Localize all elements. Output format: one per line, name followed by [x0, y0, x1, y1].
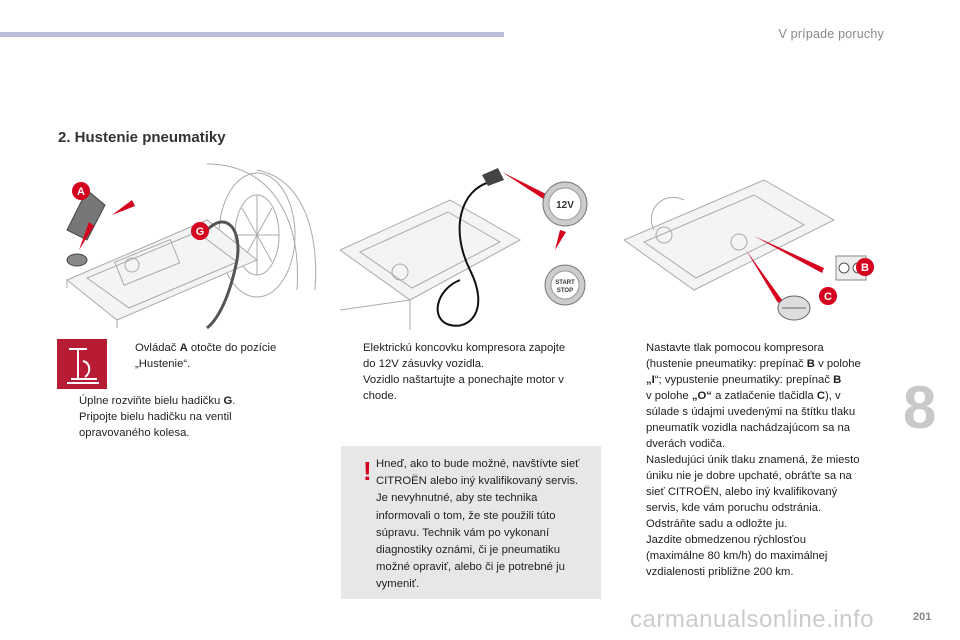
- top-bar: [0, 32, 504, 37]
- socket-label: 12V: [556, 200, 574, 211]
- label-a: A: [77, 186, 85, 198]
- section-title: V prípade poruchy: [778, 27, 884, 41]
- list-item: Vozidlo naštartujte a ponechajte motor v chode.: [363, 374, 564, 402]
- list-item: Elektrickú koncovku kompresora zapojte do 12V zásuvky vozidla.: [363, 342, 566, 370]
- label-c: C: [824, 291, 832, 303]
- col3: [624, 340, 894, 580]
- list-item: Nastavte tlak pomocou kompresora (hustenie pneumatiky: prepínač B v polohe „I“; vypustenie pneumatiky: prepínač B v polohe „O“ a zatlačenie tlačidla C), v súlade s údajmi uvedenými na štítku tlaku pneumatík vozidla nachádzajúcom sa na dverách vodiča. Nasledujúci únik tlaku znamená, že miesto úniku nie je dobre upchaté, obráťte sa na sieť CITROËN, alebo iný kvalifikovaný servis, kde vám poruchu odstránia.: [646, 342, 861, 514]
- list-item: Ovládač A otočte do pozície „Hustenie“.: [135, 342, 277, 370]
- col2: [341, 340, 606, 404]
- arrow-icon: [112, 200, 135, 215]
- list-item: Pripojte bielu hadičku na ventil opravovaného kolesa.: [79, 411, 232, 439]
- chapter-number: 8: [903, 374, 937, 441]
- illustration-compressor-hose: [57, 160, 319, 330]
- list-item: Odstráňte sadu a odložte ju.: [646, 518, 788, 530]
- warning-box: [341, 446, 601, 599]
- compressor-badge-icon: [57, 339, 107, 389]
- warning-icon: !: [363, 456, 372, 486]
- label-g: G: [195, 226, 205, 238]
- start-label: START: [555, 280, 575, 286]
- stop-label: STOP: [556, 288, 574, 294]
- watermark: carmanualsonline.info: [630, 606, 874, 633]
- col1-rest: [57, 393, 317, 441]
- col1-first: [113, 340, 313, 372]
- list-item: Úplne rozviňte bielu hadičku G.: [79, 395, 236, 407]
- page-number: 201: [913, 611, 932, 623]
- illustration-pressure-switch: [624, 160, 886, 330]
- label-b: B: [861, 262, 869, 274]
- page-heading: 2. Hustenie pneumatiky: [58, 129, 226, 146]
- list-item: Jazdite obmedzenou rýchlosťou (maximálne 80 km/h) do maximálnej vzdialenosti približne 200 km.: [646, 534, 828, 578]
- warning-text: Hneď, ako to bude možné, navštívte sieť CITROËN alebo iný kvalifikovaný servis. Je nevyhnutné, aby ste technika informovali o tom, že ste použili túto súpravu. Technik vám po vykonaní diagnostiky oznámi, či je pneumatiku možné opraviť, alebo či je potrebné ju vymeniť.: [376, 458, 580, 591]
- illustration-12v-socket: [340, 160, 602, 330]
